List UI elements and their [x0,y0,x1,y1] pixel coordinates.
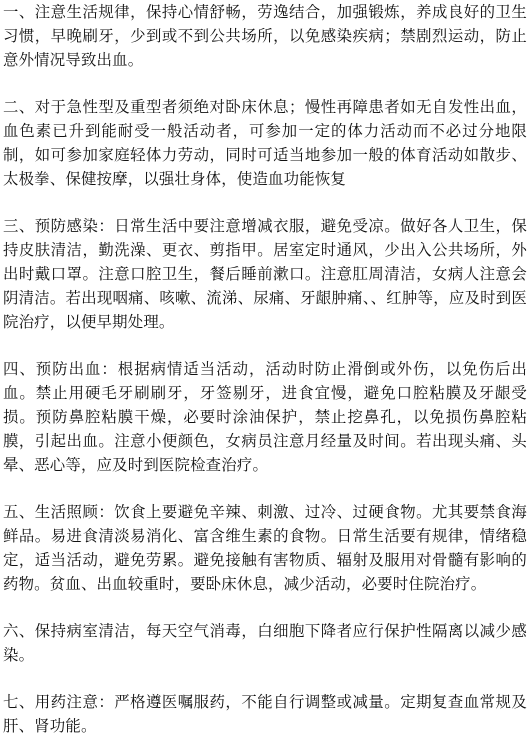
paragraph-7-medication: 七、用药注意：严格遵医嘱服药，不能自行调整或减量。定期复查血常规及肝、肾功能。 [3,693,527,735]
paragraph-6-ward-hygiene: 六、保持病室清洁，每天空气消毒，白细胞下降者应行保护性隔离以减少感染。 [3,622,527,664]
paragraph-5-daily-care: 五、生活照顾：饮食上要避免辛辣、刺激、过冷、过硬食物。尤其要禁食海鲜品。易进食清淡易消化、富含维生素的食物。日常生活要有规律，情绪稳定，适当活动，避免劳累。避免接触有害物质、辐射及服用对骨髓有影响的药物。贫血、出血较重时，要卧床休息，减少活动，必要时住院治疗。 [3,503,527,593]
paragraph-1-lifestyle: 一、注意生活规律，保持心情舒畅，劳逸结合，加强锻炼，养成良好的卫生习惯，早晚刷牙，少到或不到公共场所，以免感染疾病；禁剧烈运动，防止意外情况导致出血。 [3,3,527,69]
document-body [3,0,527,738]
paragraph-3-prevent-infection: 三、预防感染：日常生活中要注意增减衣服，避免受凉。做好各人卫生，保持皮肤清洁，勤洗澡、更衣、剪指甲。居室定时通风，少出入公共场所，外出时戴口罩。注意口腔卫生，餐后睡前漱口。注意肛周清洁，女病人注意会阴清洁。若出现咽痛、咳嗽、流涕、尿痛、牙龈肿痛、、红肿等，应及时到医院治疗，以便早期处理。 [3,217,527,331]
paragraph-4-prevent-bleeding: 四、预防出血：根据病情适当活动，活动时防止滑倒或外伤，以免伤后出血。禁止用硬毛牙刷刷牙，牙签剔牙，进食宜慢，避免口腔粘膜及牙龈受损。预防鼻腔粘膜干燥，必要时涂油保护，禁止挖鼻孔，以免损伤鼻腔粘膜，引起出血。注意小便颜色，女病员注意月经量及时间。若出现头痛、头晕、恶心等，应及时到医院检查治疗。 [3,360,527,474]
paragraph-2-rest-activity: 二、对于急性型及重型者须绝对卧床休息；慢性再障患者如无自发性出血，血色素已升到能耐受一般活动者，可参加一定的体力活动而不必过分地限制，如可参加家庭轻体力劳动，同时可适当地参加一般的体育活动如散步、太极拳、保健按摩，以强壮身体，使造血功能恢复 [3,98,527,188]
